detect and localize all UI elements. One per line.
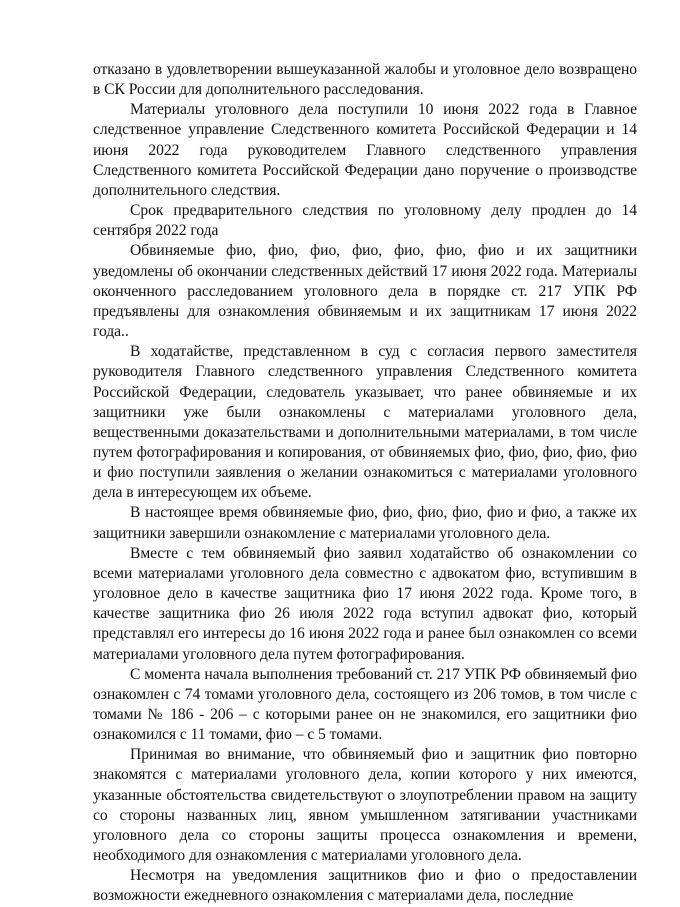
paragraph-3: Срок предварительного следствия по уголовному делу продлен до 14 сентября 2022 года [93,202,637,240]
paragraph-10: Несмотря на уведомления защитников фио и фио о предоставлении возможности ежедневного ознакомления с материалами дела, последние [93,867,637,905]
document-body [93,60,637,907]
paragraph-1: отказано в удовлетворении вышеуказанной жалобы и уголовное дело возвращено в СК России для дополнительного расследования. [93,61,637,99]
paragraph-7: Вместе с тем обвиняемый фио заявил ходатайство об ознакомлении со всеми материалами уголовного дела совместно с адвокатом фио, вступившим в уголовное дело в качестве защитника фио 17 июня 2022 года. Кроме того, в качестве защитника фио 26 июля 2022 года вступил адвокат фио, который представлял его интересы до 16 июня 2022 года и ранее был ознакомлен со всеми материалами уголовного дела путем фотографирования. [93,544,637,663]
paragraph-9: Принимая во внимание, что обвиняемый фио и защитник фио повторно знакомятся с материалами уголовного дела, копии которого у них имеются, указанные обстоятельства свидетельствуют о злоупотреблении правом на защиту со стороны названных лиц, явном умышленном затягивании участниками уголовного дела со стороны защиты процесса ознакомления и времени, необходимого для ознакомления с материалами уголовного дела. [93,746,637,865]
paragraph-8: С момента начала выполнения требований ст. 217 УПК РФ обвиняемый фио ознакомлен с 74 томами уголовного дела, состоящего из 206 томов, в том числе с томами № 186 - 206 – с которыми ранее он не знакомился, его защитники фио ознакомился с 11 томами, фио – с 5 томами. [93,665,637,744]
paragraph-6: В настоящее время обвиняемые фио, фио, фио, фио, фио и фио, а также их защитники завершили ознакомление с материалами уголовного дела. [93,504,637,542]
paragraph-4: Обвиняемые фио, фио, фио, фио, фио, фио, фио и их защитники уведомлены об окончании следственных действий 17 июня 2022 года. Материалы оконченного расследованием уголовного дела в порядке ст. 217 УПК РФ предъявлены для ознакомления обвиняемым и их защитникам 17 июня 2022 года.. [93,242,637,341]
paragraph-2: Материалы уголовного дела поступили 10 июня 2022 года в Главное следственное управление Следственного комитета Российской Федерации и 14 июня 2022 года руководителем Главного следственного управления Следственного комитета Российской Федерации дано поручение о производстве дополнительного следствия. [93,101,637,199]
paragraph-5: В ходатайстве, представленном в суд с согласия первого заместителя руководителя Главного следственного управления Следственного комитета Российской Федерации, следователь указывает, что ранее обвиняемые и их защитники уже были ознакомлены с материалами уголовного дела, вещественными доказательствами и дополнительными материалами, в том числе путем фотографирования и копирования, от обвиняемых фио, фио, фио, фио, фио и фио поступили заявления о желании ознакомиться с материалами уголовного дела в интересующем их объеме. [93,343,637,502]
